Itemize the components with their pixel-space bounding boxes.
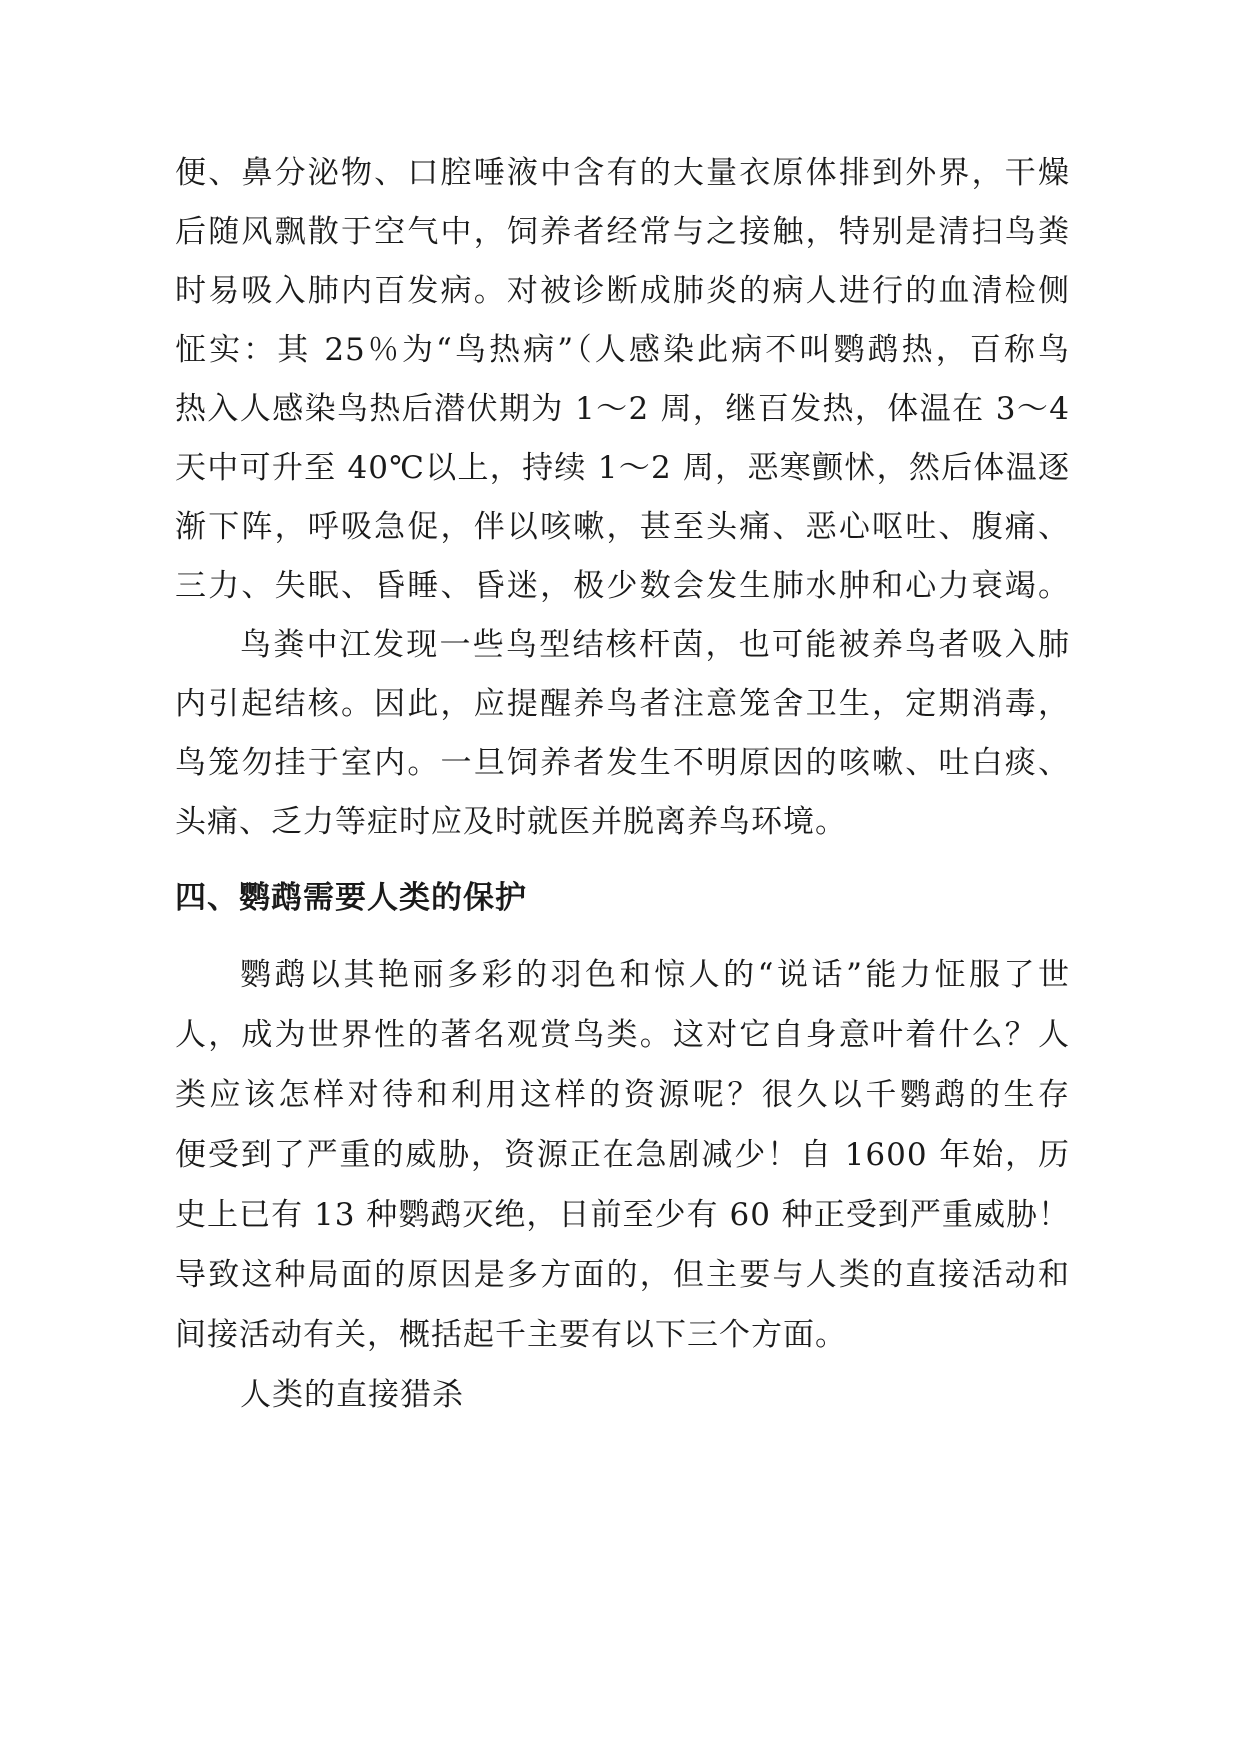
paragraph-line: 间接活动有关，概括起千主要有以下三个方面。 <box>175 1317 847 1353</box>
paragraph-line: 后随风飘散于空气中，饲养者经常与之接触，特别是清扫鸟粪 <box>175 214 1070 250</box>
paragraph-line: 三力、失眠、昏睡、昏迷，极少数会发生肺水肿和心力衰竭。 <box>175 568 1070 604</box>
subheading: 人类的直接猎杀 <box>240 1377 464 1413</box>
paragraph-line: 导致这种局面的原因是多方面的，但主要与人类的直接活动和 <box>175 1257 1070 1293</box>
paragraph-line: 天中可升至 40℃以上，持续 1～2 周，恶寒颤怵，然后体温逐 <box>175 450 1070 486</box>
paragraph-line: 鹦鹉以其艳丽多彩的羽色和惊人的“说话”能力怔服了世 <box>240 957 1070 993</box>
paragraph-line: 人，成为世界性的著名观赏鸟类。这对它自身意叶着什么？人 <box>175 1017 1070 1053</box>
paragraph-line: 鸟粪中江发现一些鸟型结核杆茵，也可能被养鸟者吸入肺 <box>240 627 1070 663</box>
paragraph-line: 史上已有 13 种鹦鹉灭绝，日前至少有 60 种正受到严重威胁！ <box>175 1197 1070 1233</box>
paragraph-line: 时易吸入肺内百发病。对被诊断成肺炎的病人进行的血清检侧 <box>175 273 1070 309</box>
paragraph-line: 热入人感染鸟热后潜伏期为 1～2 周，继百发热，体温在 3～4 <box>175 391 1070 427</box>
section-heading: 四、鹦鹉需要人类的保护 <box>175 880 527 916</box>
paragraph-line: 怔实：其 25％为“鸟热病”（人感染此病不叫鹦鹉热，百称鸟 <box>175 332 1070 368</box>
paragraph-line: 类应该怎样对待和利用这样的资源呢？很久以千鹦鹉的生存 <box>175 1077 1070 1113</box>
paragraph-line: 便受到了严重的威胁，资源正在急剧减少！自 1600 年始，历 <box>175 1137 1070 1173</box>
paragraph-line: 便、鼻分泌物、口腔唾液中含有的大量衣原体排到外界，干燥 <box>175 155 1070 191</box>
paragraph-line: 内引起结核。因此，应提醒养鸟者注意笼舍卫生，定期消毒， <box>175 686 1070 722</box>
paragraph-line: 鸟笼勿挂于室内。一旦饲养者发生不明原因的咳嗽、吐白痰、 <box>175 745 1070 781</box>
paragraph-line: 渐下阵，呼吸急促，伴以咳嗽，甚至头痛、恶心呕吐、腹痛、 <box>175 509 1070 545</box>
paragraph-line: 头痛、乏力等症时应及时就医并脱离养鸟环境。 <box>175 804 847 840</box>
